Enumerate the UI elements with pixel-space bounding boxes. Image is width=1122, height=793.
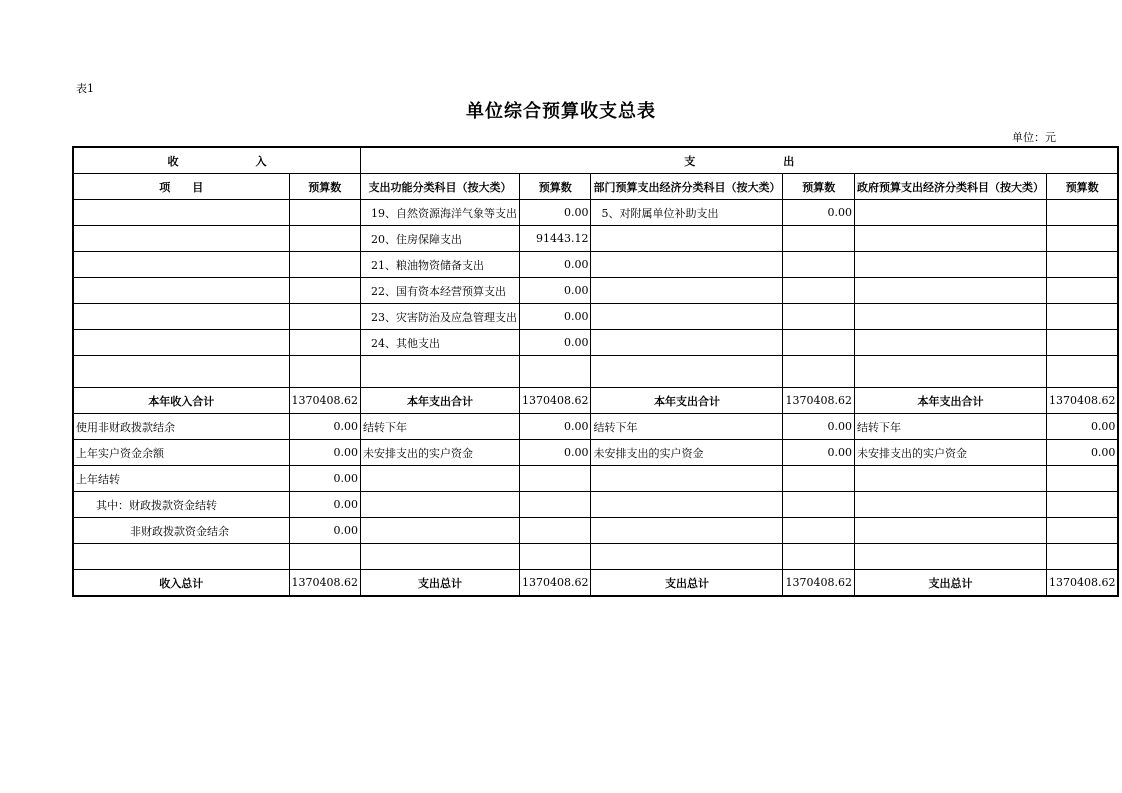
gov-value: 0.00 <box>1046 414 1118 440</box>
income-item: 使用非财政拨款结余 <box>73 414 289 440</box>
grand-func-total-label: 支出总计 <box>360 570 519 597</box>
header-item: 项 目 <box>73 174 289 200</box>
grand-func-total-value: 1370408.62 <box>519 570 590 597</box>
func-item: 24、其他支出 <box>360 330 519 356</box>
func-value: 0.00 <box>519 252 590 278</box>
func-item: 22、国有资本经营预算支出 <box>360 278 519 304</box>
func-value: 0.00 <box>519 278 590 304</box>
header-gov-econ-cat: 政府预算支出经济分类科目（按大类） <box>854 174 1046 200</box>
table-row <box>73 200 1118 226</box>
income-item: 上年实户资金余额 <box>73 440 289 466</box>
dept-item: 结转下年 <box>591 414 783 440</box>
func-value: 0.00 <box>519 330 590 356</box>
dept-item: 5、对附属单位补助支出 <box>591 200 783 226</box>
income-value: 0.00 <box>289 440 360 466</box>
income-item: 非财政拨款资金结余 <box>73 518 289 544</box>
unit-label: 单位：元 <box>1012 131 1056 144</box>
func-item: 23、灾害防治及应急管理支出 <box>360 304 519 330</box>
table-row <box>73 226 1118 252</box>
header-func-cat: 支出功能分类科目（按大类） <box>360 174 519 200</box>
dept-value: 0.00 <box>783 414 854 440</box>
header-budget-dept: 预算数 <box>783 174 854 200</box>
table-row <box>73 492 1118 518</box>
year-income-total-value: 1370408.62 <box>289 388 360 414</box>
dept-value: 0.00 <box>783 200 854 226</box>
table-row <box>73 518 1118 544</box>
income-value: 0.00 <box>289 518 360 544</box>
func-value: 0.00 <box>519 414 590 440</box>
func-value: 0.00 <box>519 440 590 466</box>
year-gov-total-value: 1370408.62 <box>1046 388 1118 414</box>
income-item: 上年结转 <box>73 466 289 492</box>
grand-total-row <box>73 570 1118 597</box>
header-row-main <box>73 147 1118 174</box>
table-row <box>73 252 1118 278</box>
table-number: 表1 <box>76 82 94 95</box>
income-value: 0.00 <box>289 466 360 492</box>
income-item: 其中：财政拨款资金结转 <box>73 492 289 518</box>
year-dept-total-label: 本年支出合计 <box>591 388 783 414</box>
header-budget-func: 预算数 <box>519 174 590 200</box>
func-item: 19、自然资源海洋气象等支出 <box>360 200 519 226</box>
table-row <box>73 278 1118 304</box>
table-row-empty <box>73 356 1118 388</box>
budget-summary-table <box>72 146 1119 597</box>
grand-income-total-label: 收入总计 <box>73 570 289 597</box>
dept-item: 未安排支出的实户资金 <box>591 440 783 466</box>
grand-gov-total-label: 支出总计 <box>854 570 1046 597</box>
grand-gov-total-value: 1370408.62 <box>1046 570 1118 597</box>
table-row-empty <box>73 544 1118 570</box>
header-expense: 支 出 <box>360 147 1118 174</box>
func-value: 91443.12 <box>519 226 590 252</box>
page-title: 单位综合预算收支总表 <box>466 101 656 122</box>
header-income: 收 入 <box>73 147 360 174</box>
year-gov-total-label: 本年支出合计 <box>854 388 1046 414</box>
year-income-total-label: 本年收入合计 <box>73 388 289 414</box>
year-total-row <box>73 388 1118 414</box>
gov-item: 未安排支出的实户资金 <box>854 440 1046 466</box>
header-dept-econ-cat: 部门预算支出经济分类科目（按大类） <box>591 174 783 200</box>
table-row <box>73 304 1118 330</box>
grand-income-total-value: 1370408.62 <box>289 570 360 597</box>
func-item: 结转下年 <box>360 414 519 440</box>
grand-dept-total-value: 1370408.62 <box>783 570 854 597</box>
table-row <box>73 330 1118 356</box>
header-budget-gov: 预算数 <box>1046 174 1118 200</box>
header-row-sub <box>73 174 1118 200</box>
year-func-total-value: 1370408.62 <box>519 388 590 414</box>
table-row <box>73 414 1118 440</box>
income-value: 0.00 <box>289 492 360 518</box>
year-func-total-label: 本年支出合计 <box>360 388 519 414</box>
year-dept-total-value: 1370408.62 <box>783 388 854 414</box>
gov-value: 0.00 <box>1046 440 1118 466</box>
header-budget-income: 预算数 <box>289 174 360 200</box>
func-item: 21、粮油物资储备支出 <box>360 252 519 278</box>
func-value: 0.00 <box>519 200 590 226</box>
table-row <box>73 466 1118 492</box>
func-value: 0.00 <box>519 304 590 330</box>
gov-item: 结转下年 <box>854 414 1046 440</box>
income-value: 0.00 <box>289 414 360 440</box>
grand-dept-total-label: 支出总计 <box>591 570 783 597</box>
func-item: 20、住房保障支出 <box>360 226 519 252</box>
dept-value: 0.00 <box>783 440 854 466</box>
func-item: 未安排支出的实户资金 <box>360 440 519 466</box>
table-row <box>73 440 1118 466</box>
